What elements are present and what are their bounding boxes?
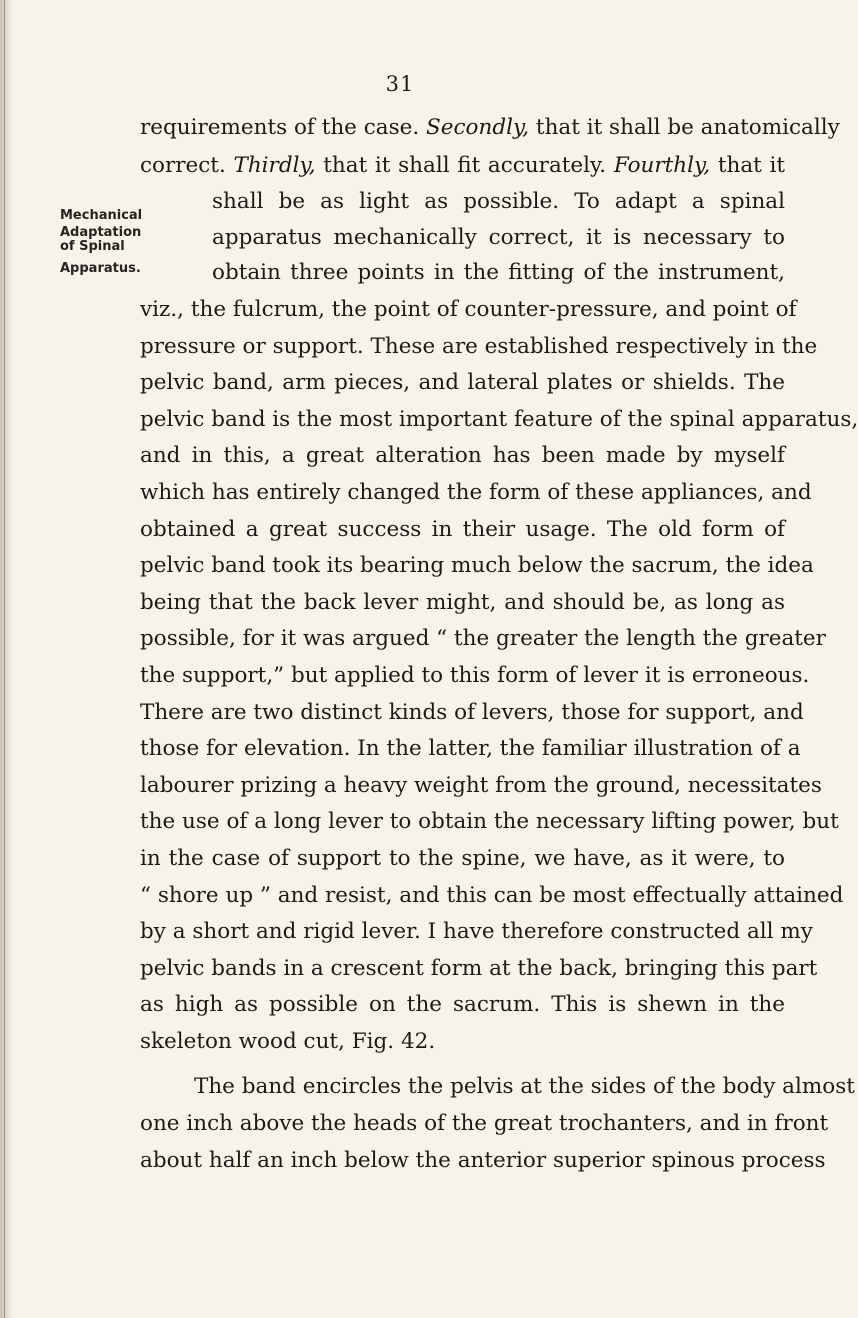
text-line: pressure or support. These are established respectively in the [140,334,818,359]
text-line: one inch above the heads of the great trochanters, and in front [140,1111,829,1136]
text-line: viz., the fulcrum, the point of counter-pressure, and point of [140,297,797,322]
text-line: and in this, a great alteration has been made by myself [140,443,785,468]
text-line: by a short and rigid lever. I have therefore constructed all my [140,919,813,944]
text-line: pelvic band, arm pieces, and lateral plates or shields. The [140,370,785,395]
text-line: “ shore up ” and resist, and this can be most effectually attained [140,883,844,908]
page-gutter [0,0,14,1318]
text-line: possible, for it was argued “ the greater the length the greater [140,626,826,651]
text-line: correct. Thirdly, that it shall fit accurately. Fourthly, that it [140,153,785,178]
text-line: obtained a great success in their usage. The old form of [140,517,785,542]
text-line: apparatus mechanically correct, it is necessary to [212,225,785,250]
text-line: about half an inch below the anterior superior spinous process [140,1148,826,1173]
sidenote-line-2: Adaptation [60,225,142,240]
text-line: pelvic band took its bearing much below the sacrum, the idea [140,553,814,578]
text-line: obtain three points in the fitting of the instrument, [212,260,785,285]
text-line: requirements of the case. Secondly, that it shall be anatomically [140,115,840,140]
text-line: labourer prizing a heavy weight from the ground, necessitates [140,773,822,798]
text-line: skeleton wood cut, Fig. 42. [140,1029,436,1054]
text-line: The band encircles the pelvis at the sides of the body almost [194,1074,855,1099]
text-line: shall be as light as possible. To adapt a spinal [212,189,785,214]
text-line: which has entirely changed the form of these appliances, and [140,480,812,505]
sidenote-line-3: of Spinal [60,239,125,254]
text-line: in the case of support to the spine, we have, as it were, to [140,846,785,871]
sidenote-line-4: Apparatus. [60,261,141,276]
text-line: There are two distinct kinds of levers, those for support, and [140,700,804,725]
text-line: pelvic band is the most important feature of the spinal apparatus, [140,407,858,432]
text-line: the use of a long lever to obtain the necessary lifting power, but [140,809,839,834]
gutter-line [4,0,5,1318]
text-line: those for elevation. In the latter, the familiar illustration of a [140,736,801,761]
text-line: as high as possible on the sacrum. This is shewn in the [140,992,785,1017]
text-line: the support,” but applied to this form of lever it is erroneous. [140,663,810,688]
text-line: being that the back lever might, and should be, as long as [140,590,785,615]
sidenote-line-1: Mechanical [60,208,143,223]
page-number: 31 [385,72,415,96]
text-line: pelvic bands in a crescent form at the back, bringing this part [140,956,818,981]
